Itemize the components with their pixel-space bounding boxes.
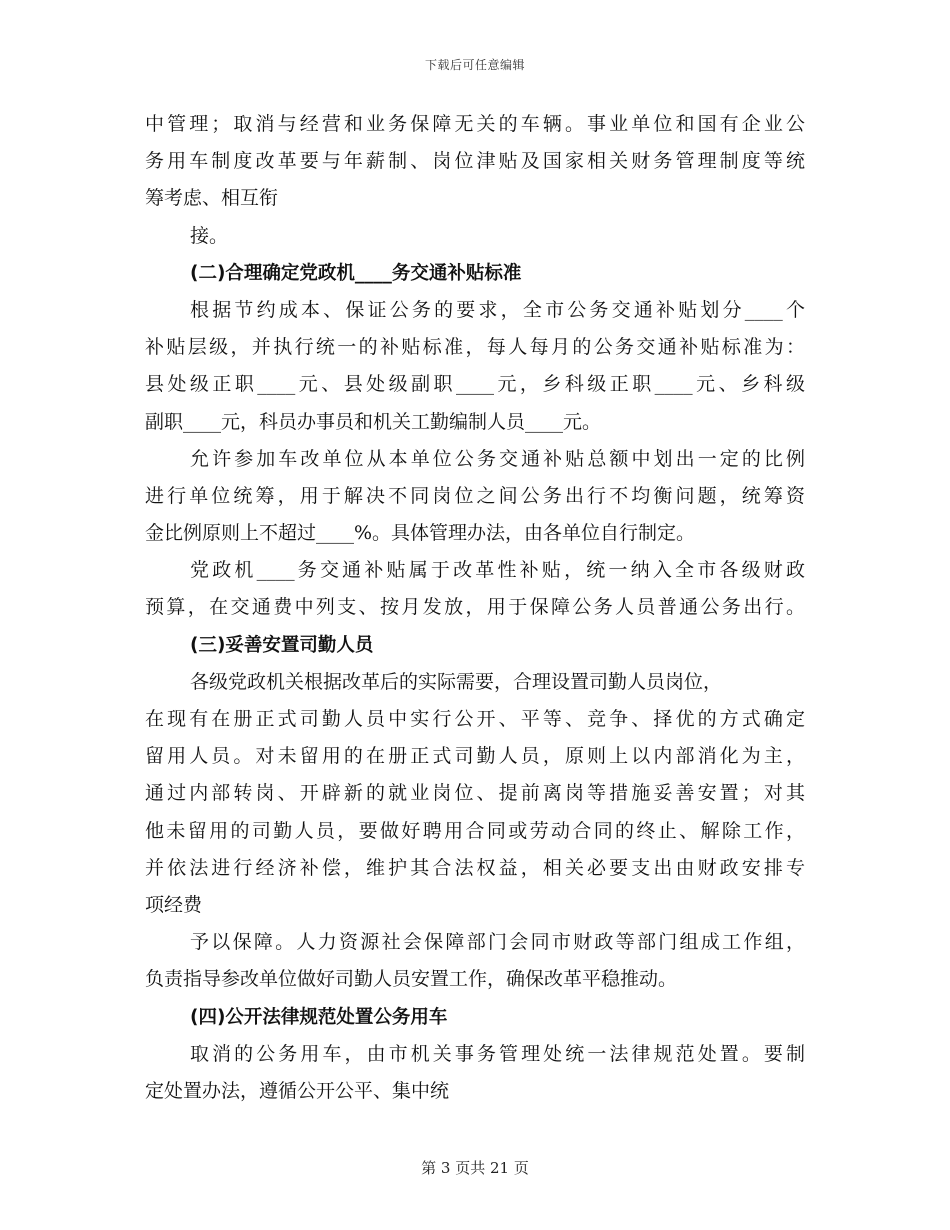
paragraph-line: 各级党政机关根据改革后的实际需要，合理设置司勤人员岗位，: [190, 670, 723, 693]
paragraph-line: 定处置办法，遵循公开公平、集中统: [145, 1079, 450, 1102]
paragraph-line: 筹考虑、相互衔: [145, 187, 279, 210]
paragraph-line: 预算，在交通费中列支、按月发放，用于保障公务人员普通公务出行。: [145, 596, 805, 619]
paragraph-line: 通过内部转岗、开辟新的就业岗位、提前离岗等措施妥善安置；对其: [145, 782, 805, 805]
paragraph-line: 他未留用的司勤人员，要做好聘用合同或劳动合同的终止、解除工作，: [145, 819, 805, 842]
paragraph-line: 县处级正职____元、县处级副职____元，乡科级正职____元、乡科级: [145, 373, 805, 396]
paragraph-line: 金比例原则上不超过____%。具体管理办法，由各单位自行制定。: [145, 522, 696, 545]
paragraph-line: 并依法进行经济补偿，维护其合法权益，相关必要支出由财政安排专: [145, 856, 805, 879]
page-header: 下载后可任意编辑: [424, 58, 525, 72]
paragraph-line: 进行单位统筹，用于解决不同岗位之间公务出行不均衡问题，统筹资: [145, 484, 805, 507]
paragraph-line: 取消的公务用车，由市机关事务管理处统一法律规范处置。要制: [190, 1042, 805, 1065]
paragraph-line: 副职____元，科员办事员和机关工勤编制人员____元。: [145, 410, 602, 433]
page-number-footer: 第 3 页共 21 页: [421, 1159, 529, 1177]
paragraph-line: 予以保障。人力资源社会保障部门会同市财政等部门组成工作组，: [190, 931, 805, 954]
paragraph-line: 补贴层级，并执行统一的补贴标准，每人每月的公务交通补贴标准为：: [145, 336, 805, 359]
paragraph-line: 留用人员。对未留用的在册正式司勤人员，原则上以内部消化为主，: [145, 745, 805, 768]
section-heading: (二)合理确定党政机____务交通补贴标准: [190, 262, 522, 284]
paragraph-line: 项经费: [145, 893, 203, 916]
section-heading: (三)妥善安置司勤人员: [190, 634, 374, 656]
paragraph-line: 中管理；取消与经营和业务保障无关的车辆。事业单位和国有企业公: [145, 113, 805, 135]
paragraph-line: 党政机____务交通补贴属于改革性补贴，统一纳入全市各级财政: [190, 559, 805, 582]
paragraph-line: 根据节约成本、保证公务的要求，全市公务交通补贴划分____个: [190, 298, 805, 321]
document-body: [145, 106, 805, 1110]
paragraph-line: 在现有在册正式司勤人员中实行公开、平等、竞争、择优的方式确定: [145, 708, 805, 730]
paragraph-line: 接。: [190, 224, 229, 247]
paragraph-line: 负责指导参改单位做好司勤人员安置工作，确保改革平稳推动。: [145, 968, 678, 991]
section-heading: (四)公开法律规范处置公务用车: [190, 1006, 448, 1028]
paragraph-line: 允许参加车改单位从本单位公务交通补贴总额中划出一定的比例: [190, 447, 805, 470]
paragraph-line: 务用车制度改革要与年薪制、岗位津贴及国家相关财务管理制度等统: [145, 150, 805, 173]
